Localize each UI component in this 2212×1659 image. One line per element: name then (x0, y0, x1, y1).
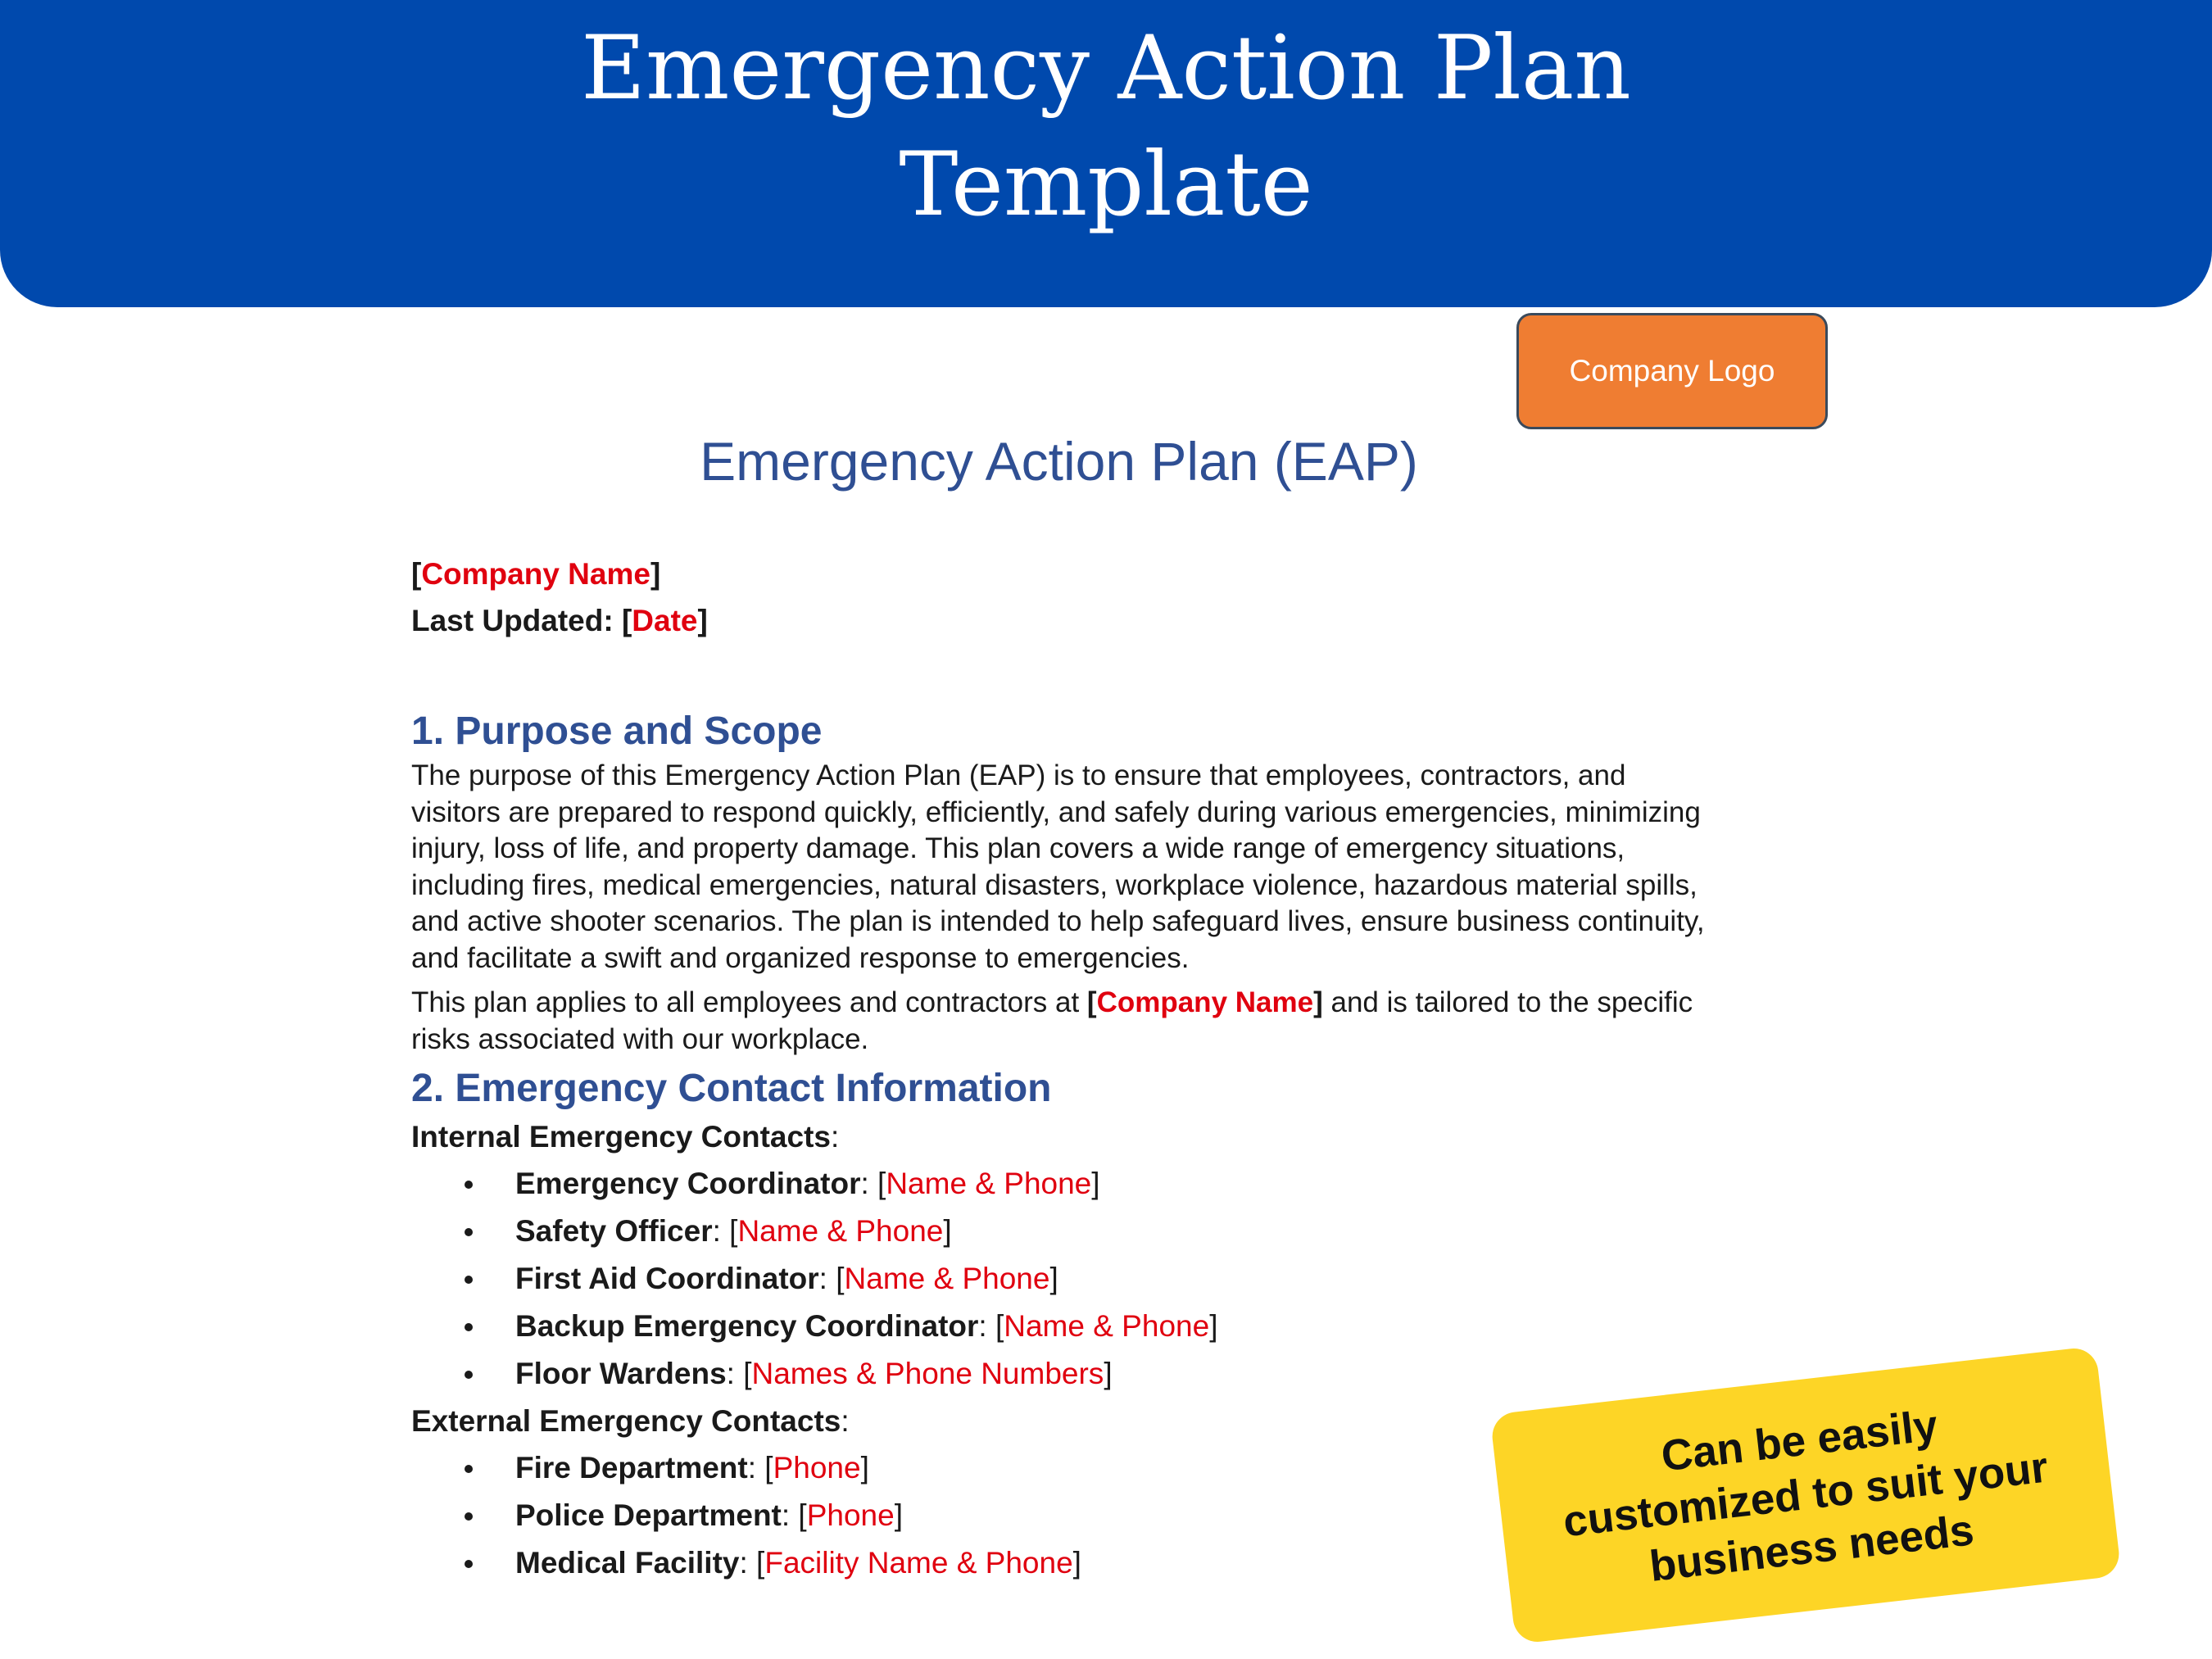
company-name-placeholder: Company Name (1096, 986, 1314, 1018)
section-1-paragraph-1: The purpose of this Emergency Action Plan (EAP) is to ensure that employees, contractors, and visitors are prepared to respond quickly, efficiently, and safely during various emergencies, minimizing injury, loss of life, and property damage. This plan covers a wide range of emergency situations, including fires, medical emergencies, natural disasters, workplace violence, hazardous material spills, and active shooter scenarios. The plan is intended to help safeguard lives, ensure business continuity, and facilitate a swift and organized response to emergencies. (411, 759, 1705, 974)
last-updated-line (411, 597, 1706, 644)
section-1-heading: 1. Purpose and Scope (411, 709, 823, 753)
paragraph-text: This plan applies to all employees and contractors at (411, 986, 1087, 1018)
contact-role: Medical Facility (515, 1546, 740, 1580)
list-item: First Aid Coordinator: [Name & Phone] (411, 1255, 1706, 1303)
internal-contacts-list (411, 1160, 1706, 1398)
contact-placeholder: Name & Phone (844, 1262, 1050, 1295)
banner-title-line-1: Emergency Action Plan (581, 17, 1631, 120)
contact-role: Emergency Coordinator (515, 1167, 861, 1200)
contact-placeholder: Names & Phone Numbers (751, 1357, 1104, 1390)
contact-placeholder: Phone (773, 1451, 861, 1484)
contact-placeholder: Name & Phone (886, 1167, 1092, 1200)
internal-contacts-label-text: Internal Emergency Contacts (411, 1120, 831, 1154)
bracket-close: ] (697, 604, 708, 637)
list-item: Floor Wardens: [Names & Phone Numbers] (411, 1350, 1706, 1398)
title-banner (0, 0, 2212, 307)
bracket-open: [ (411, 557, 422, 591)
external-contacts-label-text: External Emergency Contacts (411, 1404, 841, 1438)
list-item: Medical Facility: [Facility Name & Phone] (411, 1539, 1706, 1587)
bracket-close: ] (650, 557, 661, 591)
contact-role: Police Department (515, 1498, 782, 1532)
contact-role: Safety Officer (515, 1214, 713, 1248)
contact-role: Fire Department (515, 1451, 748, 1484)
list-item: Safety Officer: [Name & Phone] (411, 1208, 1706, 1255)
banner-title-line-2: Template (899, 134, 1313, 236)
contact-placeholder: Name & Phone (737, 1214, 944, 1248)
contact-role: Floor Wardens (515, 1357, 727, 1390)
contact-placeholder: Name & Phone (1004, 1309, 1210, 1343)
list-item: Fire Department: [Phone] (411, 1444, 1706, 1492)
contact-role: Backup Emergency Coordinator (515, 1309, 979, 1343)
date-placeholder: Date (632, 604, 698, 637)
company-name-line (411, 551, 1706, 597)
list-item: Emergency Coordinator: [Name & Phone] (411, 1160, 1706, 1208)
callout-text: Can be easily customized to suit your business needs (1561, 1401, 2051, 1591)
company-logo-placeholder: Company Logo (1516, 313, 1828, 429)
internal-contacts-label: Internal Emergency Contacts: (411, 1120, 840, 1154)
paragraph-text: and is tailored to the specific risks associated with our workplace. (411, 986, 1693, 1055)
document-title: Emergency Action Plan (EAP) (700, 431, 1418, 492)
company-name-placeholder: Company Name (421, 557, 650, 591)
contact-placeholder: Phone (806, 1498, 895, 1532)
contact-role: First Aid Coordinator (515, 1262, 819, 1295)
bracket-close: ] (1313, 986, 1323, 1018)
external-contacts-label: External Emergency Contacts: (411, 1404, 850, 1438)
section-2-heading: 2. Emergency Contact Information (411, 1067, 1052, 1110)
section-1-paragraph-2 (411, 985, 1706, 1058)
bracket-open: [ (1086, 986, 1097, 1018)
last-updated-label: Last Updated: [ (411, 604, 632, 637)
list-item: Police Department: [Phone] (411, 1492, 1706, 1539)
list-item: Backup Emergency Coordinator: [Name & Phone] (411, 1303, 1706, 1350)
contact-placeholder: Facility Name & Phone (764, 1546, 1073, 1580)
